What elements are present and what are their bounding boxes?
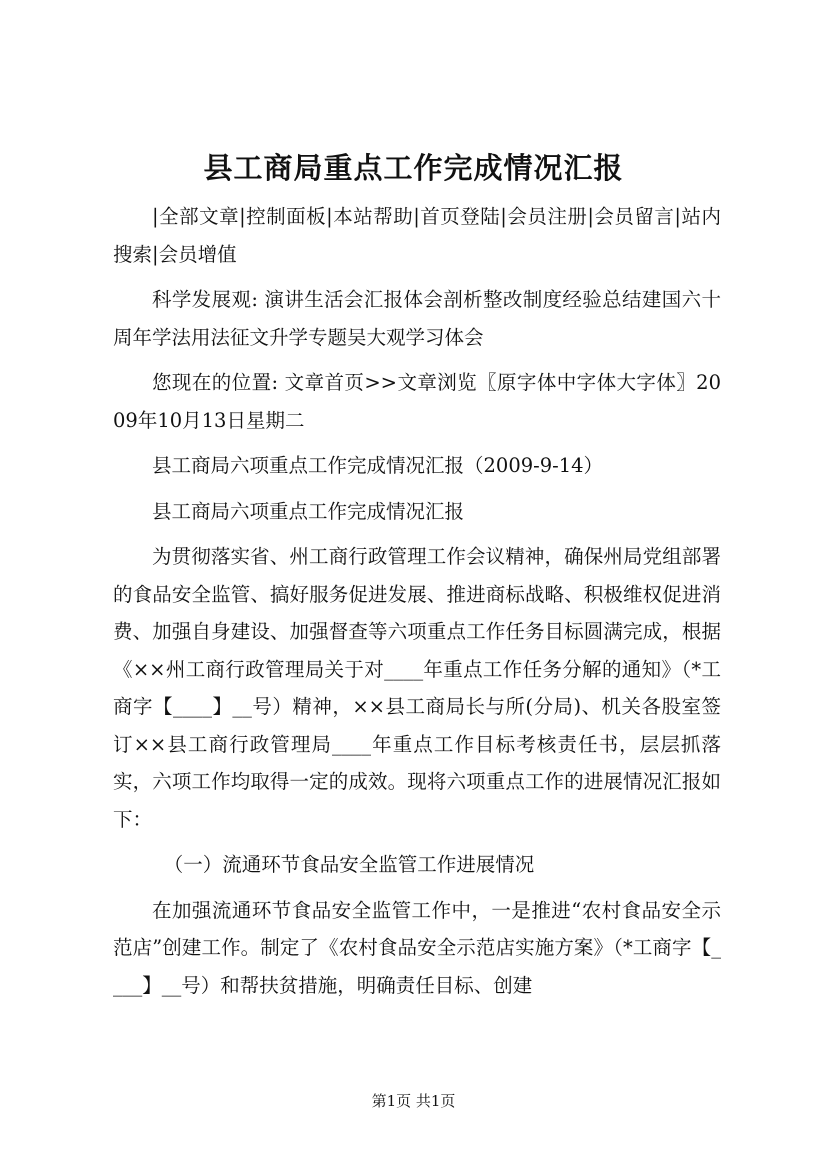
report-title-dated: 县工商局六项重点工作完成情况汇报（2009-9-14） <box>152 454 604 477</box>
document-body <box>113 198 721 1012</box>
report-heading: 县工商局六项重点工作完成情况汇报 <box>152 499 465 523</box>
page-footer: 第1页 共1页 <box>371 1092 456 1110</box>
nav-links-paragraph: |全部文章|控制面板|本站帮助|首页登陆|会员注册|会员留言|站内搜索|会员增值 <box>113 205 721 266</box>
topics-paragraph: 科学发展观: 演讲生活会汇报体会剖析整改制度经验总结建国六十周年学法用法征文升学专题吴大观学习体会 <box>113 288 721 349</box>
intro-paragraph: 为贯彻落实省、州工商行政管理工作会议精神，确保州局党组部署的食品安全监管、搞好服务促进发展、推进商标战略、积极维权促进消费、加强自身建设、加强督查等六项重点工作任务目标圆满完成，根据《××州工商行政管理局关于对____年重点工作任务分解的通知》（*工商字【____】__号）精神，××县工商局长与所(分局)、机关各股室签订××县工商行政管理局____年重点工作目标考核责任书，层层抓落实，六项工作均取得一定的成效。现将六项重点工作的进展情况汇报如下： <box>113 545 721 831</box>
section-heading-1: （一）流通环节食品安全监管工作进展情况 <box>163 853 535 876</box>
location-paragraph: 您现在的位置: 文章首页>>文章浏览〖原字体中字体大字体〗2009年10月13日星期二 <box>113 371 721 432</box>
document-title: 县工商局重点工作完成情况汇报 <box>203 151 624 185</box>
section-1-paragraph: 在加强流通环节食品安全监管工作中，一是推进“农村食品安全示范店”创建工作。制定了《农村食品安全示范店实施方案》（*工商字【____】__号）和帮扶贫措施，明确责任目标、创建 <box>113 898 721 997</box>
